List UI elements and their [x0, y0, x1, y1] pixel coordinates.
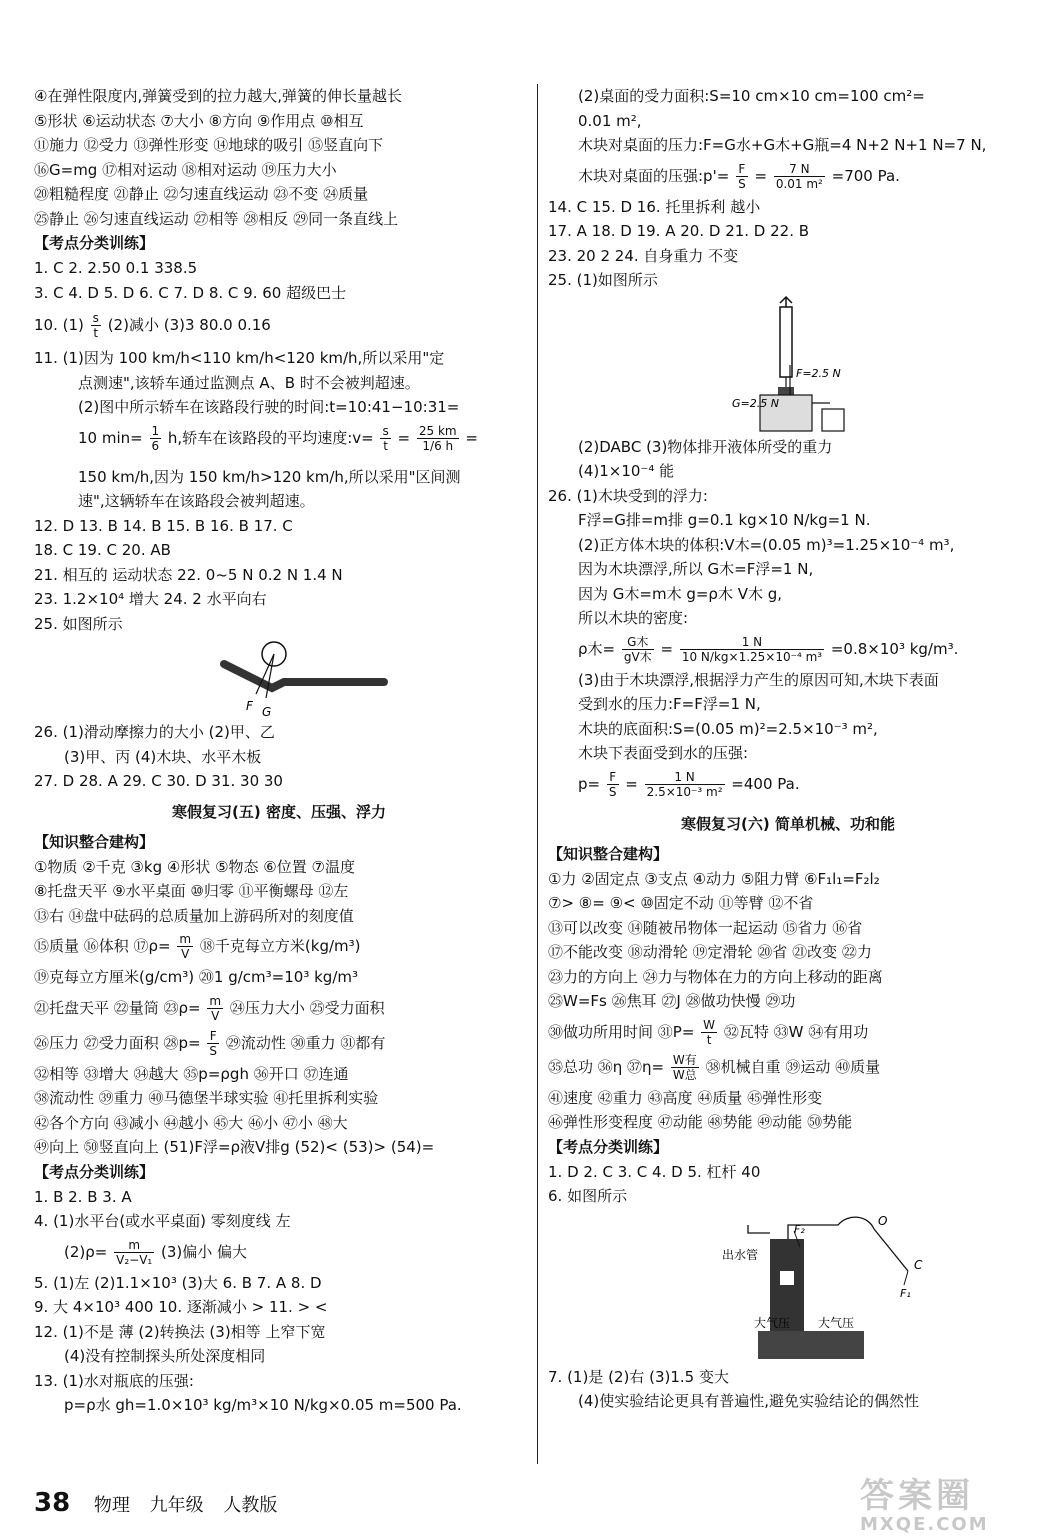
- section-header: 【考点分类训练】: [34, 234, 155, 252]
- grade-label: 九年级: [149, 1495, 204, 1516]
- text-segment: 10 min=: [78, 428, 143, 447]
- denominator: V: [181, 947, 190, 961]
- f2-label: F₂: [794, 1222, 805, 1236]
- figure-svg: [34, 638, 524, 718]
- numerator: s: [382, 423, 389, 438]
- text-line: 4. (1)水平台(或水平桌面) 零刻度线 左: [34, 1212, 291, 1230]
- pivot-label: O: [878, 1213, 888, 1228]
- text-line: 12. (1)不是 薄 (2)转换法 (3)相等 上窄下宽: [34, 1322, 326, 1341]
- watermark-url: MXQE.COM: [860, 1514, 989, 1535]
- left-column: [34, 84, 524, 1418]
- fraction: [607, 770, 619, 799]
- water-tank: [758, 1331, 864, 1359]
- text-line: 1. B 2. B 3. A: [34, 1187, 132, 1206]
- text-line: 26. (1)木块受到的浮力:: [548, 486, 708, 505]
- text-line: [34, 424, 524, 453]
- denominator: gV木: [623, 649, 652, 664]
- text-segment: ρ木=: [578, 639, 616, 658]
- text-line: (2)DABC (3)物体排开液体所受的重力: [578, 437, 833, 456]
- watermark-logo: 答案圈: [860, 1476, 974, 1516]
- text-line: (4)使实验结论更具有普遍性,避免实验结论的偶然性: [578, 1392, 920, 1410]
- text-line: 受到水的压力:F=F浮=1 N,: [578, 695, 761, 713]
- text-line: 12. D 13. B 14. B 15. B 16. B 17. C: [34, 516, 293, 535]
- text-line: 21. 相互的 运动状态 22. 0~5 N 0.2 N 1.4 N: [34, 565, 343, 584]
- text-segment: ㉟总功 ㊱η ㊲η=: [548, 1057, 665, 1076]
- lever-handle: [874, 1229, 908, 1271]
- text-line: 木块的底面积:S=(0.05 m)²=2.5×10⁻³ m²,: [578, 719, 878, 738]
- text-line: 150 km/h,因为 150 km/h>120 km/h,所以采用"区间测: [78, 467, 461, 486]
- text-line: [548, 770, 1028, 799]
- text-segment: =: [465, 428, 478, 447]
- subject-label: 物理: [93, 1495, 130, 1516]
- fraction: [150, 424, 162, 453]
- section-header: 【知识整合建构】: [548, 844, 669, 863]
- text-line: [34, 311, 524, 340]
- fraction: [417, 424, 459, 453]
- text-line: 因为木块漂浮,所以 G木=F浮=1 N,: [578, 560, 814, 578]
- text-line: [34, 1238, 524, 1267]
- fraction: [774, 162, 825, 191]
- text-line: 26. (1)滑动摩擦力的大小 (2)甲、乙: [34, 723, 275, 741]
- text-line: 木块下表面受到水的压强:: [578, 744, 749, 762]
- text-line: ㊾向上 ㊿竖直向上 (51)F浮=ρ液V排g (52)< (53)> (54)=: [34, 1138, 435, 1156]
- numerator: m: [209, 993, 222, 1008]
- numerator: 1: [151, 423, 160, 438]
- fraction: [701, 1018, 717, 1047]
- numerator: 1 N: [680, 635, 824, 650]
- text-segment: ㉙流动性 ㉚重力 ㉛都有: [225, 1033, 386, 1052]
- section-title: 寒假复习(五) 密度、压强、浮力: [172, 802, 386, 821]
- watermark: [860, 1476, 1040, 1535]
- text-line: ㉕静止 ㉖匀速直线运动 ㉗相等 ㉘相反 ㉙同一条直线上: [34, 209, 399, 228]
- text-line: ⑦> ⑧= ⑨< ⑩固定不动 ⑪等臂 ⑫不省: [548, 894, 814, 912]
- text-segment: 木块对桌面的压强:p'=: [578, 166, 730, 185]
- text-line: 1. D 2. C 3. C 4. D 5. 杠杆 40: [548, 1162, 761, 1181]
- gravity-label: G: [262, 705, 272, 718]
- text-line: 23. 1.2×10⁴ 增大 24. 2 水平向右: [34, 590, 267, 608]
- text-line: (3)由于木块漂浮,根据浮力产生的原因可知,木块下表面: [578, 670, 939, 689]
- text-segment: 10. (1): [34, 316, 84, 334]
- numerator: 1 N: [645, 770, 725, 785]
- text-line: (4)1×10⁻⁴ 能: [578, 462, 675, 480]
- force-f1-arrow: [904, 1271, 908, 1285]
- numerator: F: [607, 770, 619, 785]
- text-line: 14. C 15. D 16. 托里拆利 越小: [548, 197, 761, 216]
- page-number: 38: [34, 1488, 71, 1518]
- text-segment: h,轿车在该路段的平均速度:v=: [167, 428, 374, 447]
- text-line: ㊳流动性 ㊴重力 ㊵马德堡半球实验 ㊶托里拆利实验: [34, 1089, 379, 1107]
- text-line: 9. 大 4×10³ 400 10. 逐渐减小 > 11. > <: [34, 1298, 328, 1316]
- denominator: t: [383, 438, 388, 453]
- text-segment: ㉑托盘天平 ㉒量筒 ㉓ρ=: [34, 998, 201, 1017]
- text-line: 木块对桌面的压力:F=G水+G木+G瓶=4 N+2 N+1 N=7 N,: [578, 136, 987, 154]
- text-line: 27. D 28. A 29. C 30. D 31. 30 30: [34, 772, 283, 790]
- text-segment: ㊳机械自重 ㊴运动 ㊵质量: [705, 1057, 881, 1076]
- text-line: ⑰不能改变 ⑱动滑轮 ⑲定滑轮 ⑳省 ㉑改变 ㉒力: [548, 943, 872, 961]
- column-divider: [537, 84, 538, 1464]
- figure-svg: [548, 295, 1028, 433]
- fraction: [91, 311, 101, 340]
- force-label: F: [246, 699, 253, 713]
- text-segment: =: [625, 774, 638, 793]
- text-line: [548, 635, 1028, 664]
- text-line: ⑳粗糙程度 ㉑静止 ㉒匀速直线运动 ㉓不变 ㉔质量: [34, 185, 369, 203]
- text-line: [34, 932, 524, 961]
- section-header: 【知识整合建构】: [34, 832, 155, 851]
- numerator: m: [114, 1238, 154, 1253]
- outlet-label: 出水管: [722, 1247, 759, 1262]
- text-line: 1. C 2. 2.50 0.1 338.5: [34, 259, 198, 277]
- outlet-pipe: [748, 1225, 770, 1233]
- numerator: 25 km: [418, 423, 457, 438]
- text-line: ①力 ②固定点 ③支点 ④动力 ⑤阻力臂 ⑥F₁l₁=F₂l₂: [548, 869, 880, 888]
- text-line: 7. (1)是 (2)右 (3)1.5 变大: [548, 1367, 729, 1386]
- text-line: ①物质 ②千克 ③kg ④形状 ⑤物态 ⑥位置 ⑦温度: [34, 857, 355, 876]
- text-segment: =: [754, 166, 768, 185]
- text-line: ⑪施力 ⑫受力 ⑬弹性形变 ⑭地球的吸引 ⑮竖直向下: [34, 136, 384, 154]
- text-line: ㊷各个方向 ㊸减小 ㊹越小 ㊺大 ㊻小 ㊼小 ㊽大: [34, 1113, 348, 1132]
- text-line: (4)没有控制探头所处深度相同: [64, 1347, 266, 1365]
- numerator: G木: [622, 635, 654, 650]
- text-line: 6. 如图所示: [548, 1187, 628, 1205]
- denominator: 6: [151, 438, 160, 453]
- figure-spring-scale: [548, 295, 1028, 433]
- text-line: ④在弹性限度内,弹簧受到的拉力越大,弹簧的伸长量越长: [34, 87, 402, 105]
- figure-pipe-ball: [34, 638, 524, 718]
- text-line: ㉜相等 ㉝增大 ㉞越大 ㉟p=ρgh ㊱开口 ㊲连通: [34, 1064, 349, 1083]
- text-line: [548, 1018, 1028, 1047]
- fraction: [645, 770, 725, 799]
- pipe: [224, 664, 384, 688]
- text-segment: (3)偏小 偏大: [161, 1242, 248, 1261]
- denominator: S: [209, 1043, 218, 1058]
- text-line: 17. A 18. D 19. A 20. D 21. D 22. B: [548, 222, 810, 240]
- text-line: ⑯G=mg ⑰相对运动 ⑱相对运动 ⑲压力大小: [34, 160, 337, 179]
- text-line: 23. 20 2 24. 自身重力 不变: [548, 246, 739, 265]
- fraction: [736, 162, 748, 191]
- text-line: ㉕W=Fs ㉖焦耳 ㉗J ㉘做功快慢 ㉙功: [548, 992, 796, 1010]
- text-line: (2)正方体木块的体积:V木=(0.05 m)³=1.25×10⁻⁴ m³,: [578, 535, 955, 554]
- text-segment: =0.8×10³ kg/m³.: [830, 639, 959, 658]
- edition-label: 人教版: [223, 1495, 278, 1516]
- point-c-label: C: [914, 1257, 923, 1272]
- text-line: ㉓力的方向上 ㉔力与物体在力的方向上移动的距离: [548, 967, 883, 986]
- figure-siphon-lever: [548, 1211, 1028, 1363]
- text-segment: =: [660, 639, 674, 658]
- text-line: 18. C 19. C 20. AB: [34, 541, 171, 559]
- numerator: W有: [672, 1052, 697, 1067]
- fraction: [207, 1029, 219, 1058]
- tension-label: F=2.5 N: [796, 366, 841, 380]
- text-line: ㊶速度 ㊷重力 ㊸高度 ㊹质量 ㊺弹性形变: [548, 1088, 823, 1107]
- text-line: ⑬右 ⑭盘中砝码的总质量加上游码所对的刻度值: [34, 906, 354, 925]
- weight-label: G=2.5 N: [732, 396, 779, 410]
- text-segment: =400 Pa.: [731, 774, 800, 793]
- fraction: [680, 635, 824, 664]
- denominator: t: [93, 326, 99, 340]
- text-line: 25. 如图所示: [34, 614, 123, 633]
- text-line: 速",这辆轿车在该路段会被判超速。: [78, 492, 315, 510]
- text-line: (2)图中所示轿车在该路段行驶的时间:t=10:41−10:31=: [78, 398, 460, 416]
- page-footer: [34, 1488, 277, 1518]
- text-segment: ㉚做功所用时间 ㉛P=: [548, 1022, 695, 1041]
- fraction: [380, 424, 390, 453]
- numerator: F: [207, 1029, 219, 1044]
- denominator: S: [738, 176, 746, 191]
- text-segment: ⑮质量 ⑯体积 ⑰ρ=: [34, 937, 171, 955]
- text-segment: =: [397, 428, 411, 447]
- right-column: [548, 84, 1028, 1414]
- text-segment: ㉖压力 ㉗受力面积 ㉘p=: [34, 1033, 201, 1052]
- fraction: [622, 635, 654, 664]
- pressure-label-right: 大气压: [818, 1315, 855, 1330]
- figure-svg: [548, 1211, 1028, 1363]
- section-title: 寒假复习(六) 简单机械、功和能: [681, 814, 895, 833]
- text-line: 11. (1)因为 100 km/h<110 km/h<120 km/h,所以采用"定: [34, 349, 445, 367]
- fraction: [671, 1053, 699, 1082]
- text-line: F浮=G排=m排 g=0.1 kg×10 N/kg=1 N.: [578, 511, 871, 529]
- text-line: ㊻弹性形变程度 ㊼动能 ㊽势能 ㊾动能 ㊿势能: [548, 1113, 853, 1131]
- valve: [780, 1271, 794, 1285]
- text-line: [548, 162, 1028, 191]
- section-header: 【考点分类训练】: [34, 1162, 155, 1181]
- section-header: 【考点分类训练】: [548, 1137, 669, 1156]
- text-line: 点测速",该轿车通过监测点 A、B 时不会被判超速。: [78, 373, 420, 392]
- denominator: t: [706, 1032, 712, 1047]
- text-line: 3. C 4. D 5. D 6. C 7. D 8. C 9. 60 超级巴士: [34, 283, 347, 302]
- text-segment: (2)减小 (3)3 80.0 0.16: [107, 316, 271, 334]
- text-line: 25. (1)如图所示: [548, 271, 658, 289]
- fraction: [207, 994, 223, 1023]
- numerator: W: [703, 1017, 716, 1032]
- text-segment: ⑱千克每立方米(kg/m³): [199, 937, 361, 955]
- text-line: ⑬可以改变 ⑭随被吊物体一起运动 ⑮省力 ⑯省: [548, 918, 863, 937]
- numerator: F: [736, 162, 748, 177]
- text-line: 所以木块的密度:: [578, 609, 689, 627]
- fraction: [177, 932, 193, 961]
- text-segment: (2)ρ=: [64, 1242, 108, 1261]
- denominator: S: [608, 784, 617, 799]
- text-line: ⑧托盘天平 ⑨水平桌面 ⑩归零 ⑪平衡螺母 ⑫左: [34, 882, 349, 900]
- denominator: V₂−V₁: [116, 1252, 153, 1267]
- text-line: [548, 1053, 1028, 1082]
- text-line: [34, 1029, 524, 1058]
- f1-label: F₁: [900, 1286, 911, 1300]
- text-line: ⑲克每立方厘米(g/cm³) ⑳1 g/cm³=10³ kg/m³: [34, 968, 359, 986]
- numerator: 7 N: [774, 162, 825, 177]
- text-line: 0.01 m²,: [578, 111, 642, 130]
- text-line: (3)甲、丙 (4)木块、水平木板: [64, 747, 262, 766]
- text-line: (2)桌面的受力面积:S=10 cm×10 cm=100 cm²=: [578, 87, 925, 105]
- pressure-label-left: 大气压: [754, 1315, 791, 1330]
- denominator: 1/6 h: [422, 438, 454, 453]
- small-cup: [822, 409, 844, 431]
- denominator: V: [211, 1008, 220, 1023]
- denominator: 10 N/kg×1.25×10⁻⁴ m³: [681, 649, 823, 664]
- denominator: W总: [672, 1067, 697, 1082]
- numerator: m: [179, 932, 192, 946]
- text-segment: =700 Pa.: [831, 166, 900, 185]
- text-line: 5. (1)左 (2)1.1×10³ (3)大 6. B 7. A 8. D: [34, 1273, 322, 1292]
- text-line: p=ρ水 gh=1.0×10³ kg/m³×10 N/kg×0.05 m=500 Pa.: [64, 1396, 462, 1414]
- text-line: 13. (1)水对瓶底的压强:: [34, 1371, 194, 1390]
- numerator: s: [92, 311, 99, 325]
- text-line: 因为 G木=m木 g=ρ木 V木 g,: [578, 584, 783, 603]
- text-line: [34, 994, 524, 1023]
- denominator: 2.5×10⁻³ m²: [646, 784, 723, 799]
- text-segment: ㉜瓦特 ㉝W ㉞有用功: [723, 1022, 869, 1041]
- text-segment: ㉔压力大小 ㉕受力面积: [229, 998, 385, 1017]
- text-line: ⑤形状 ⑥运动状态 ⑦大小 ⑧方向 ⑨作用点 ⑩相互: [34, 111, 364, 130]
- fraction: [114, 1238, 154, 1267]
- denominator: 0.01 m²: [775, 176, 823, 191]
- hook: [780, 297, 792, 307]
- text-segment: p=: [578, 774, 601, 793]
